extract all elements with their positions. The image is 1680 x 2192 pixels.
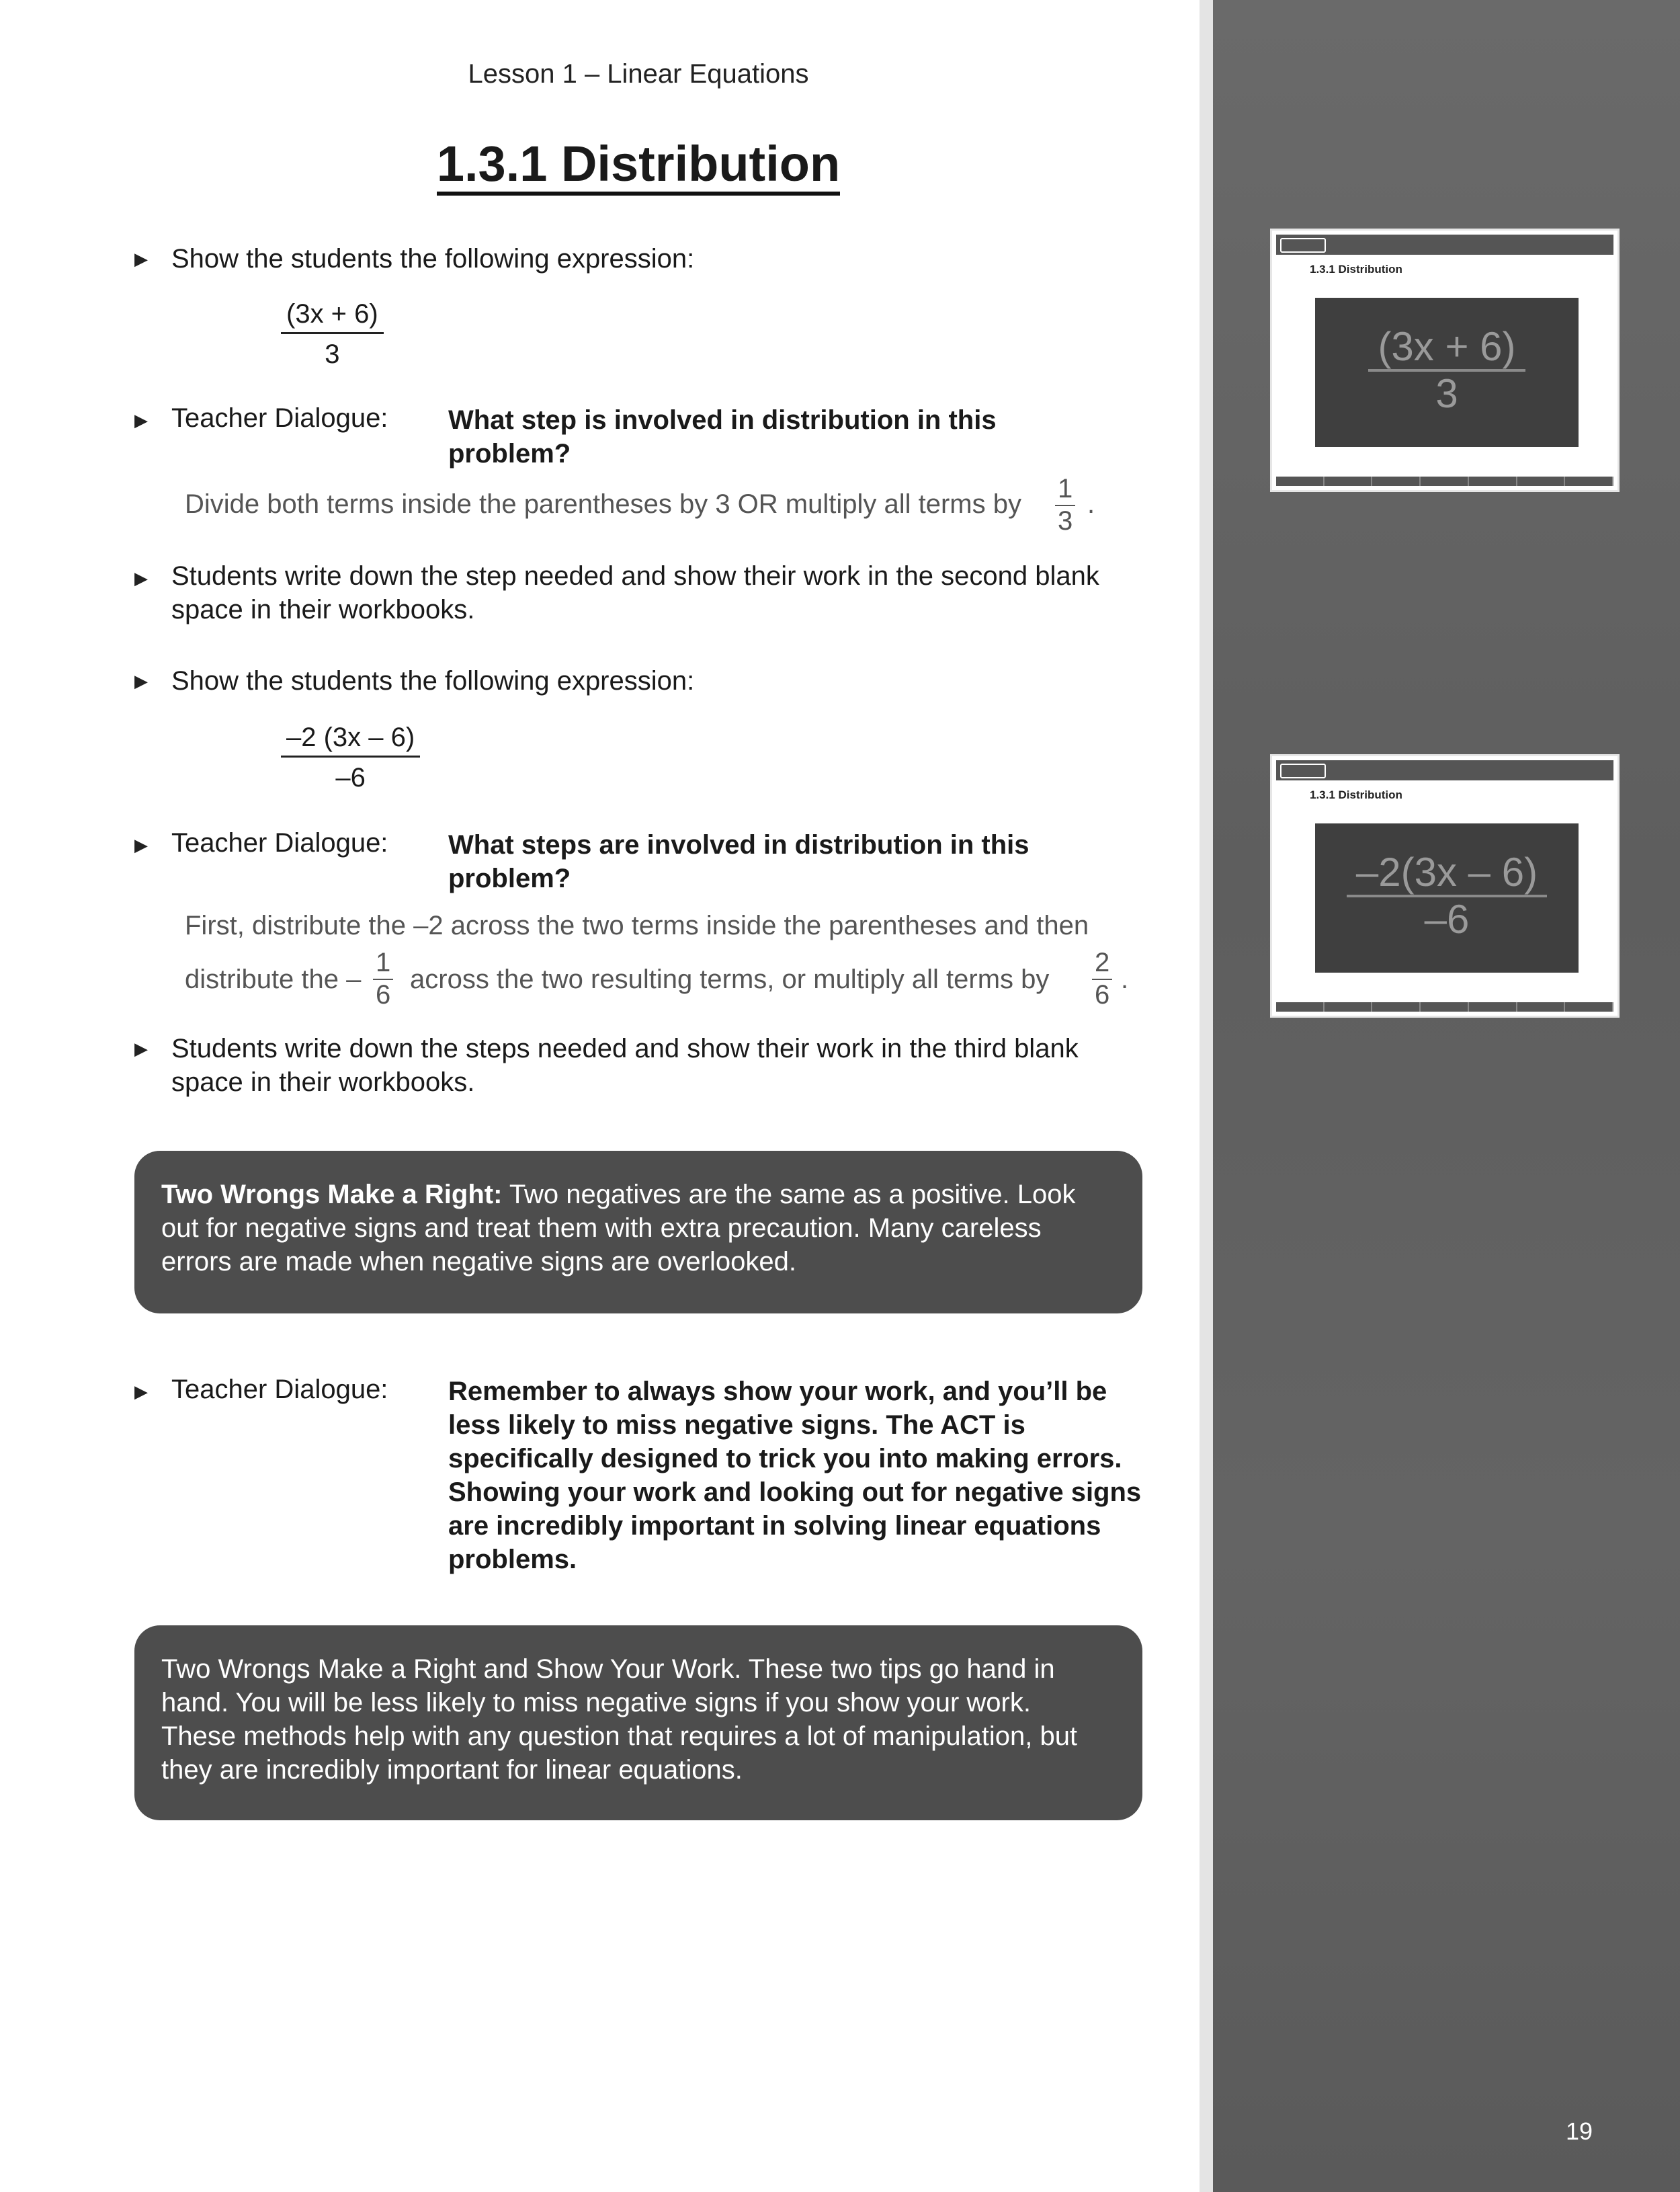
callout-1-line-3: errors are made when negative signs are overlooked. (161, 1247, 796, 1276)
answer-1: Divide both terms inside the parentheses by 3 OR multiply all terms by (185, 489, 1021, 519)
slide-thumbnail-2 (1270, 754, 1620, 1018)
callout-2-line-1: Two Wrongs Make a Right and Show Your Work. These two tips go hand in (161, 1654, 1055, 1684)
slide-1-title: 1.3.1 Distribution (1310, 263, 1402, 276)
teacher-dialogue-3-line-3: specifically designed to trick you into making errors. (448, 1444, 1122, 1473)
answer-2-fraction-2-numerator: 2 (1092, 948, 1112, 980)
answer-2-fraction-2 (1092, 948, 1112, 1010)
bullet-arrow-icon: ▶ (134, 1381, 148, 1402)
bullet-arrow-icon: ▶ (134, 671, 148, 691)
callout-show-your-work (134, 1625, 1142, 1820)
slide-1-board-numerator: (3x + 6) (1368, 325, 1525, 372)
expression-2-numerator: –2 (3x – 6) (281, 723, 420, 758)
answer-1-end: . (1087, 489, 1095, 519)
expression-1-numerator: (3x + 6) (281, 299, 384, 334)
slide-logo-icon (1280, 238, 1326, 253)
slide-2-board-numerator: –2(3x – 6) (1347, 850, 1547, 897)
bullet-students-write-1-line-2: space in their workbooks. (171, 595, 475, 624)
callout-1-bold: Two Wrongs Make a Right: (161, 1180, 503, 1209)
slide-1-topbar (1276, 235, 1613, 255)
teacher-dialogue-2-line-2: problem? (448, 864, 571, 893)
bullet-arrow-icon: ▶ (134, 1039, 148, 1059)
teacher-dialogue-1-line-2: problem? (448, 439, 571, 469)
slide-1-board (1315, 298, 1579, 447)
slide-2-board-expression (1315, 850, 1579, 942)
answer-2-line-1: First, distribute the –2 across the two terms inside the parentheses and then (185, 911, 1089, 940)
callout-2-line-2: hand. You will be less likely to miss negative signs if you show your work. (161, 1688, 1031, 1717)
slide-2-board (1315, 823, 1579, 973)
callout-1-line-2: out for negative signs and treat them with extra precaution. Many careless (161, 1213, 1042, 1243)
page-number: 19 (1566, 2117, 1593, 2145)
slide-thumbnail-1 (1270, 229, 1620, 492)
slide-2-title: 1.3.1 Distribution (1310, 788, 1402, 801)
teacher-dialogue-3-line-5: are incredibly important in solving linear equations (448, 1511, 1101, 1541)
slide-1-board-expression (1315, 325, 1579, 416)
answer-2-line-2-a: distribute the – (185, 965, 362, 994)
answer-2-fraction-1-numerator: 1 (373, 948, 393, 980)
answer-1-fraction (1055, 474, 1075, 536)
bullet-arrow-icon: ▶ (134, 835, 148, 855)
sidebar-gap (1200, 0, 1213, 2192)
slide-2-board-denominator: –6 (1424, 897, 1470, 942)
callout-1-line-1 (161, 1178, 1116, 1211)
bullet-students-write-2-line-2: space in their workbooks. (171, 1067, 475, 1097)
callout-2-line-3: These methods help with any question that requires a lot of manipulation, but (161, 1721, 1078, 1751)
answer-1-fraction-numerator: 1 (1055, 474, 1075, 506)
callout-1-line-1-text: Two negatives are the same as a positive. Look (509, 1180, 1076, 1209)
expression-1 (281, 299, 384, 370)
bullet-arrow-icon: ▶ (134, 249, 148, 269)
page-title: 1.3.1 Distribution (437, 138, 840, 196)
slide-logo-icon (1280, 764, 1326, 778)
slide-1-board-denominator: 3 (1435, 371, 1458, 416)
expression-2-denominator: –6 (335, 763, 366, 793)
answer-2-line-2-b: across the two resulting terms, or multiply all terms by (410, 965, 1050, 994)
answer-2-fraction-1 (373, 948, 393, 1010)
bullet-students-write-2-line-1: Students write down the steps needed and show their work in the third blank (171, 1034, 1079, 1063)
bullet-show-expression-2: Show the students the following expression: (171, 666, 695, 696)
expression-1-denominator: 3 (325, 339, 340, 369)
teacher-dialogue-label-2: Teacher Dialogue: (171, 828, 388, 858)
answer-2-fraction-1-denominator: 6 (376, 980, 391, 1010)
slide-1-nav (1276, 477, 1613, 486)
teacher-dialogue-3-line-6: problems. (448, 1545, 577, 1574)
teacher-dialogue-3-line-4: Showing your work and looking out for negative signs (448, 1477, 1142, 1507)
title-wrap (0, 138, 1277, 196)
expression-2 (281, 723, 420, 793)
bullet-arrow-icon: ▶ (134, 568, 148, 588)
answer-1-fraction-denominator: 3 (1058, 506, 1073, 536)
bullet-show-expression-1: Show the students the following expression: (171, 244, 695, 274)
bullet-arrow-icon: ▶ (134, 410, 148, 430)
teacher-dialogue-3-line-2: less likely to miss negative signs. The ACT is (448, 1410, 1025, 1440)
teacher-dialogue-1-line-1: What step is involved in distribution in this (448, 405, 997, 435)
callout-two-wrongs (134, 1151, 1142, 1313)
teacher-dialogue-2-line-1: What steps are involved in distribution in this (448, 830, 1030, 860)
answer-2-fraction-2-denominator: 6 (1095, 980, 1110, 1010)
callout-2-line-4: they are incredibly important for linear equations. (161, 1755, 743, 1785)
slide-2-nav (1276, 1002, 1613, 1012)
slide-2-topbar (1276, 760, 1613, 780)
teacher-dialogue-3-line-1: Remember to always show your work, and you’ll be (448, 1377, 1107, 1406)
teacher-dialogue-label-3: Teacher Dialogue: (171, 1375, 388, 1404)
lesson-header: Lesson 1 – Linear Equations (468, 59, 809, 89)
answer-2-end: . (1121, 965, 1129, 994)
teacher-dialogue-label-1: Teacher Dialogue: (171, 403, 388, 433)
bullet-students-write-1-line-1: Students write down the step needed and show their work in the second blank (171, 561, 1099, 591)
